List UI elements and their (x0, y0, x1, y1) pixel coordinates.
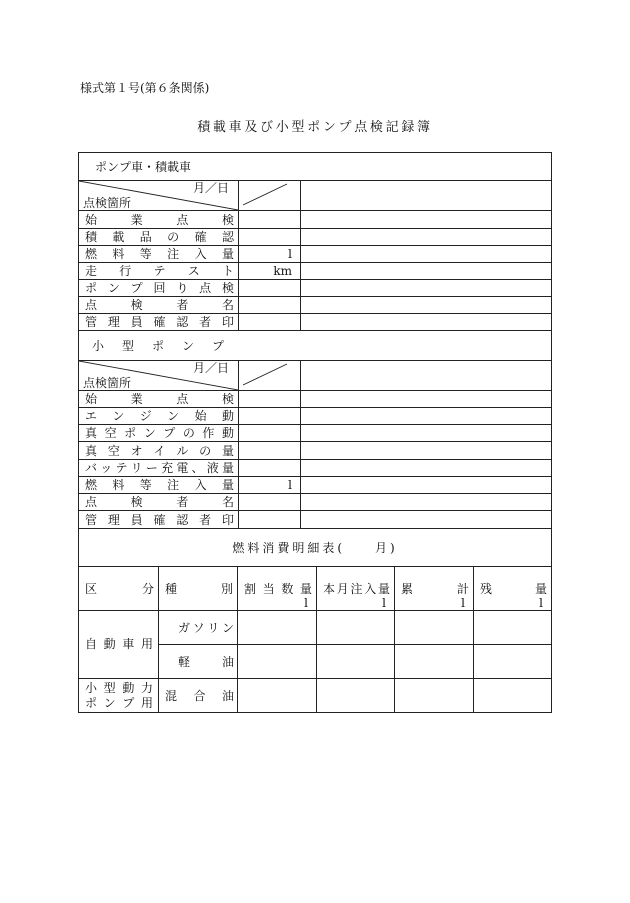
first-entry-cell (239, 280, 301, 297)
glyph: 本 (323, 582, 336, 596)
monthly-fill-cell (317, 611, 395, 645)
date-header-label: 月／日 (192, 361, 229, 375)
glyph: 員 (130, 512, 143, 527)
glyph: 者 (176, 298, 189, 312)
inspection-item-label (79, 314, 239, 331)
inspection-item-label (79, 477, 239, 494)
inspection-item-text (85, 444, 234, 458)
glyph: 入 (194, 478, 207, 492)
glyph: 動 (221, 426, 234, 440)
glyph: 始 (85, 392, 98, 406)
first-entry-cell (239, 314, 301, 331)
glyph: 燃 (85, 478, 98, 492)
group-label-line (85, 637, 153, 652)
glyph: 動 (122, 680, 135, 695)
glyph: 料 (112, 478, 125, 492)
glyph: 印 (221, 315, 234, 329)
glyph: 始 (85, 212, 98, 227)
glyph: 量 (221, 247, 234, 261)
glyph: ジ (139, 409, 152, 423)
cumulative-cell (395, 679, 474, 713)
glyph: 印 (221, 512, 234, 527)
glyph: 確 (194, 230, 207, 244)
inspection-record-table (78, 152, 552, 529)
glyph: 累 (401, 582, 414, 596)
record-cell (301, 314, 552, 331)
pump-car-corner-header (79, 181, 239, 211)
record-cell (301, 425, 552, 442)
glyph: テ (115, 461, 128, 475)
fuel-table-heading (79, 529, 552, 567)
slash-rule (239, 181, 300, 210)
unit-text: l (288, 478, 292, 492)
inspection-item-label (79, 391, 239, 408)
remaining-cell (474, 679, 552, 713)
column-header-type (159, 567, 238, 611)
column-header-text (244, 582, 312, 596)
glyph: 電 (176, 461, 189, 475)
glyph: 点 (85, 298, 98, 312)
first-entry-cell (239, 494, 301, 511)
glyph: 等 (139, 478, 152, 492)
glyph: 量 (377, 582, 390, 596)
inspection-item-text (85, 409, 234, 423)
glyph: バ (85, 461, 98, 475)
glyph: 認 (221, 230, 234, 244)
glyph: 用 (140, 637, 153, 651)
glyph: 真 (85, 443, 98, 458)
glyph: 検 (221, 281, 234, 295)
first-entry-cell (239, 391, 301, 408)
glyph: ル (176, 443, 189, 458)
unit-cell (239, 263, 301, 280)
glyph: 料 (112, 247, 125, 261)
first-entry-cell (239, 511, 301, 529)
glyph: 月 (336, 582, 349, 596)
inspection-item-label (79, 442, 239, 460)
column-header-remaining (474, 567, 552, 611)
record-cell (301, 280, 552, 297)
inspection-item-text (85, 495, 234, 509)
glyph: 軽 (178, 654, 191, 669)
form-number: 様式第１号(第６条関係) (80, 81, 210, 95)
glyph: 量 (221, 461, 234, 475)
glyph: 検 (221, 212, 234, 227)
glyph: 等 (139, 247, 152, 261)
record-cell (301, 477, 552, 494)
glyph: 入 (364, 582, 377, 596)
fuel-type-text (178, 621, 234, 635)
glyph: の (199, 443, 212, 458)
glyph: 検 (130, 495, 143, 509)
remaining-cell (474, 645, 552, 679)
glyph: 量 (299, 582, 312, 596)
small-pump-corner-header (79, 361, 239, 391)
inspection-item-text (85, 392, 234, 406)
inspection-item-label (79, 229, 239, 246)
glyph: 点 (176, 392, 189, 406)
glyph: 残 (480, 582, 493, 596)
glyph: ス (187, 264, 200, 278)
allocated-quantity-cell (238, 611, 317, 645)
inspection-item-label (79, 408, 239, 425)
glyph: 注 (350, 582, 363, 596)
glyph: 種 (165, 582, 178, 596)
record-cell (301, 511, 552, 529)
record-cell (301, 297, 552, 314)
column-header-text (323, 582, 390, 596)
column-unit-text: l (539, 596, 543, 610)
record-cell (301, 211, 552, 229)
date-slash-cell (239, 181, 301, 211)
date-slash-cell (239, 361, 301, 391)
glyph: 者 (176, 495, 189, 509)
column-header-text (165, 582, 233, 596)
inspection-item-text (85, 247, 234, 261)
glyph: 認 (176, 512, 189, 527)
glyph: ン (103, 695, 116, 710)
small-pump-heading-text: 小型ポンプ (92, 338, 243, 353)
record-cell (301, 408, 552, 425)
document-title: 積載車及び小型ポンプ点検記録簿 (197, 120, 433, 135)
monthly-fill-cell (317, 645, 395, 679)
cumulative-cell (395, 645, 474, 679)
group-label-line (85, 681, 153, 696)
glyph: 小 (85, 680, 98, 695)
section-heading-small-pump (79, 331, 552, 361)
glyph: 計 (456, 582, 469, 596)
glyph: プ (163, 426, 176, 440)
section-heading-pump-car (79, 153, 552, 181)
glyph: 点 (85, 495, 98, 509)
column-unit-text: l (304, 596, 308, 610)
glyph: ソ (192, 620, 205, 635)
inspection-item-label (79, 460, 239, 477)
glyph: 理 (107, 315, 120, 329)
date-header-label: 月／日 (192, 181, 229, 195)
glyph: 量 (221, 478, 234, 492)
glyph: 型 (103, 680, 116, 695)
glyph: ガ (178, 620, 191, 635)
column-unit-text: l (382, 596, 386, 610)
glyph: 分 (141, 582, 154, 596)
glyph: 数 (281, 582, 294, 596)
fuel-type-cell (159, 645, 238, 679)
glyph: 車 (122, 637, 135, 651)
glyph: 者 (199, 512, 212, 527)
unit-cell (239, 246, 301, 263)
inspection-point-header-label: 点検箇所 (83, 376, 132, 390)
unit-text: km (273, 264, 292, 278)
glyph: 員 (130, 315, 143, 329)
glyph: ン (107, 281, 120, 295)
glyph: ン (167, 409, 180, 423)
inspection-item-text (85, 461, 234, 475)
cumulative-cell (395, 611, 474, 645)
fuel-table-heading-text: 燃料消費明細表( 月) (232, 540, 398, 555)
glyph: 点 (176, 212, 189, 227)
glyph: 割 (244, 582, 257, 596)
glyph: り (176, 281, 189, 295)
inspection-item-label (79, 280, 239, 297)
glyph: 注 (167, 478, 180, 492)
column-header-allocated-quantity (238, 567, 317, 611)
glyph: 、 (191, 461, 204, 475)
first-entry-cell (239, 425, 301, 442)
slash-rule (239, 361, 300, 390)
record-cell (301, 263, 552, 280)
glyph: ト (221, 264, 234, 278)
glyph: 管 (85, 315, 98, 329)
inspection-item-text (85, 426, 234, 440)
inspection-item-text (85, 315, 234, 329)
fuel-consumption-table (78, 529, 552, 713)
glyph: 載 (112, 230, 125, 244)
glyph: 液 (206, 461, 219, 475)
record-cell (301, 391, 552, 408)
glyph: 合 (193, 688, 206, 703)
group-label-vehicle (79, 611, 159, 679)
inspection-item-label (79, 425, 239, 442)
column-unit-text: l (461, 596, 465, 610)
glyph: 空 (107, 443, 120, 458)
fuel-type-cell (159, 611, 238, 645)
inspection-item-text (85, 281, 234, 295)
glyph: 自 (85, 637, 98, 651)
inspection-item-text (85, 298, 234, 312)
glyph: テ (153, 264, 166, 278)
inspection-item-text (85, 478, 234, 492)
glyph: 当 (262, 582, 275, 596)
inspection-item-label (79, 246, 239, 263)
glyph: 注 (167, 247, 180, 261)
glyph: ポ (85, 281, 98, 295)
glyph: イ (153, 443, 166, 458)
glyph: の (182, 426, 195, 440)
inspection-item-label (79, 511, 239, 529)
record-cell (301, 494, 552, 511)
glyph: 品 (139, 230, 152, 244)
glyph: リ (207, 620, 220, 635)
first-entry-cell (239, 297, 301, 314)
column-header-division (79, 567, 159, 611)
group-label-small-pump (79, 679, 159, 713)
fuel-type-cell (159, 679, 238, 713)
glyph: 別 (220, 582, 233, 596)
glyph: 作 (202, 426, 215, 440)
glyph: 始 (194, 409, 207, 423)
record-cell (301, 246, 552, 263)
glyph: 量 (221, 443, 234, 458)
inspection-item-label (79, 211, 239, 229)
first-entry-cell (239, 408, 301, 425)
glyph: 理 (107, 512, 120, 527)
glyph: 確 (153, 315, 166, 329)
column-header-text (401, 582, 469, 596)
glyph: 確 (153, 512, 166, 527)
inspection-item-text (85, 264, 234, 278)
glyph: オ (130, 443, 143, 458)
glyph: 名 (221, 495, 234, 509)
glyph: 油 (221, 654, 234, 669)
glyph: プ (122, 695, 135, 710)
glyph: 油 (221, 688, 234, 703)
allocated-quantity-cell (238, 645, 317, 679)
glyph: 空 (104, 426, 117, 440)
glyph: 行 (119, 264, 132, 278)
glyph: ン (112, 409, 125, 423)
glyph: 回 (153, 281, 166, 295)
glyph: 動 (221, 409, 234, 423)
glyph: 点 (199, 281, 212, 295)
inspection-item-label (79, 263, 239, 280)
first-entry-cell (239, 442, 301, 460)
column-header-text (480, 582, 547, 596)
column-header-text (85, 582, 154, 596)
glyph: 動 (103, 637, 116, 651)
glyph: 真 (85, 426, 98, 440)
first-entry-cell (239, 460, 301, 477)
glyph: ン (143, 426, 156, 440)
glyph: 業 (130, 392, 143, 406)
first-entry-cell (239, 211, 301, 229)
record-cell (301, 229, 552, 246)
column-header-monthly-fill (317, 567, 395, 611)
inspection-item-text (85, 230, 234, 244)
glyph: 燃 (85, 247, 98, 261)
glyph: 走 (85, 264, 98, 278)
glyph: 入 (194, 247, 207, 261)
glyph: 検 (221, 392, 234, 406)
column-header-cumulative (395, 567, 474, 611)
glyph: 力 (140, 680, 153, 695)
inspection-item-text (85, 513, 234, 527)
glyph: 認 (176, 315, 189, 329)
glyph: 量 (534, 582, 547, 596)
glyph: 者 (199, 315, 212, 329)
date-header-blank (301, 181, 552, 211)
glyph: 業 (130, 212, 143, 227)
glyph: 管 (85, 512, 98, 527)
remaining-cell (474, 611, 552, 645)
group-label-line (85, 696, 153, 711)
glyph: リ (130, 461, 143, 475)
glyph: 名 (221, 298, 234, 312)
glyph: 充 (161, 461, 174, 475)
inspection-item-text (85, 213, 234, 227)
record-cell (301, 442, 552, 460)
record-cell (301, 460, 552, 477)
glyph: ッ (100, 461, 113, 475)
date-header-blank (301, 361, 552, 391)
inspection-point-header-label: 点検箇所 (83, 196, 132, 210)
glyph: の (167, 230, 180, 244)
allocated-quantity-cell (238, 679, 317, 713)
glyph: ー (145, 461, 158, 475)
glyph: 混 (165, 688, 178, 703)
glyph: 用 (140, 695, 153, 710)
monthly-fill-cell (317, 679, 395, 713)
glyph: ン (221, 620, 234, 635)
first-entry-cell (239, 229, 301, 246)
inspection-item-label (79, 494, 239, 511)
glyph: プ (130, 281, 143, 295)
glyph: エ (85, 409, 98, 423)
glyph: 区 (85, 582, 98, 596)
fuel-type-text (178, 655, 234, 669)
unit-text: l (288, 247, 292, 261)
unit-cell (239, 477, 301, 494)
glyph: 積 (85, 230, 98, 244)
fuel-type-text (165, 689, 234, 703)
inspection-item-label (79, 297, 239, 314)
glyph: 検 (130, 298, 143, 312)
glyph: ポ (85, 695, 98, 710)
glyph: ポ (124, 426, 137, 440)
pump-car-heading-text: ポンプ車・積載車 (95, 159, 192, 174)
